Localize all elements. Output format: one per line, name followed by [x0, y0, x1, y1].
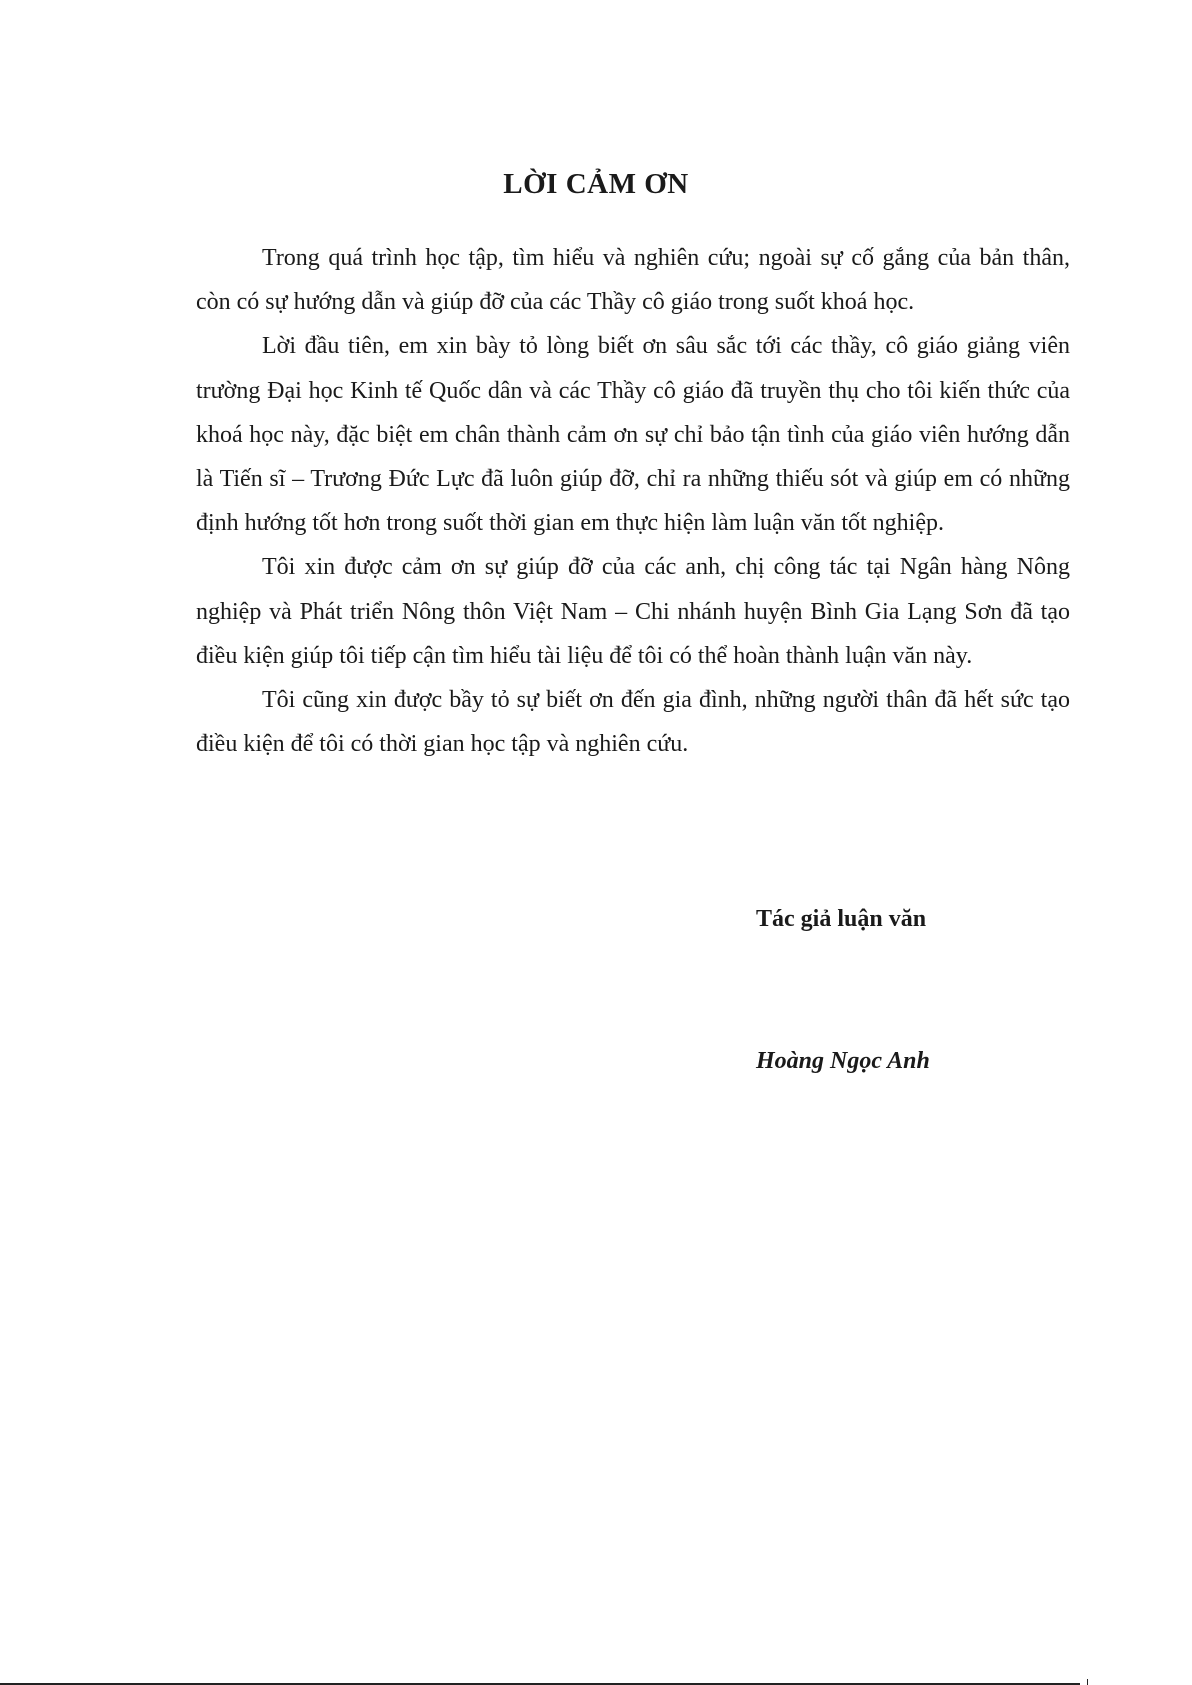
acknowledgement-body: [196, 236, 1070, 766]
signature-title: Tác giả luận văn: [756, 906, 927, 932]
paragraph-2: Lời đầu tiên, em xin bày tỏ lòng biết ơn sâu sắc tới các thầy, cô giáo giảng viên trường Đại học Kinh tế Quốc dân và các Thầy cô giáo đã truyền thụ cho tôi kiến thức của khoá học này, đặc biệt em chân thành cảm ơn sự chỉ bảo tận tình của giáo viên hướng dẫn là Tiến sĩ – Trương Đức Lực đã luôn giúp đỡ, chỉ ra những thiếu sót và giúp em có những định hướng tốt hơn trong suốt thời gian em thực hiện làm luận văn tốt nghiệp.: [196, 333, 1070, 537]
paragraph-1: Trong quá trình học tập, tìm hiểu và nghiên cứu; ngoài sự cố gắng của bản thân, còn có sự hướng dẫn và giúp đỡ của các Thầy cô giáo trong suốt khoá học.: [196, 245, 1070, 316]
signature-name: Hoàng Ngọc Anh: [756, 1048, 930, 1074]
page-corner-mark: [1087, 1679, 1088, 1685]
paragraph-4: Tôi cũng xin được bầy tỏ sự biết ơn đến gia đình, những người thân đã hết sức tạo điều kiện để tôi có thời gian học tập và nghiên cứu.: [196, 687, 1070, 758]
paragraph-3: Tôi xin được cảm ơn sự giúp đỡ của các anh, chị công tác tại Ngân hàng Nông nghiệp và Phát triển Nông thôn Việt Nam – Chi nhánh huyện Bình Gia Lạng Sơn đã tạo điều kiện giúp tôi tiếp cận tìm hiểu tài liệu để tôi có thể hoàn thành luận văn này.: [196, 554, 1070, 669]
page-title: LỜI CẢM ƠN: [503, 168, 689, 200]
